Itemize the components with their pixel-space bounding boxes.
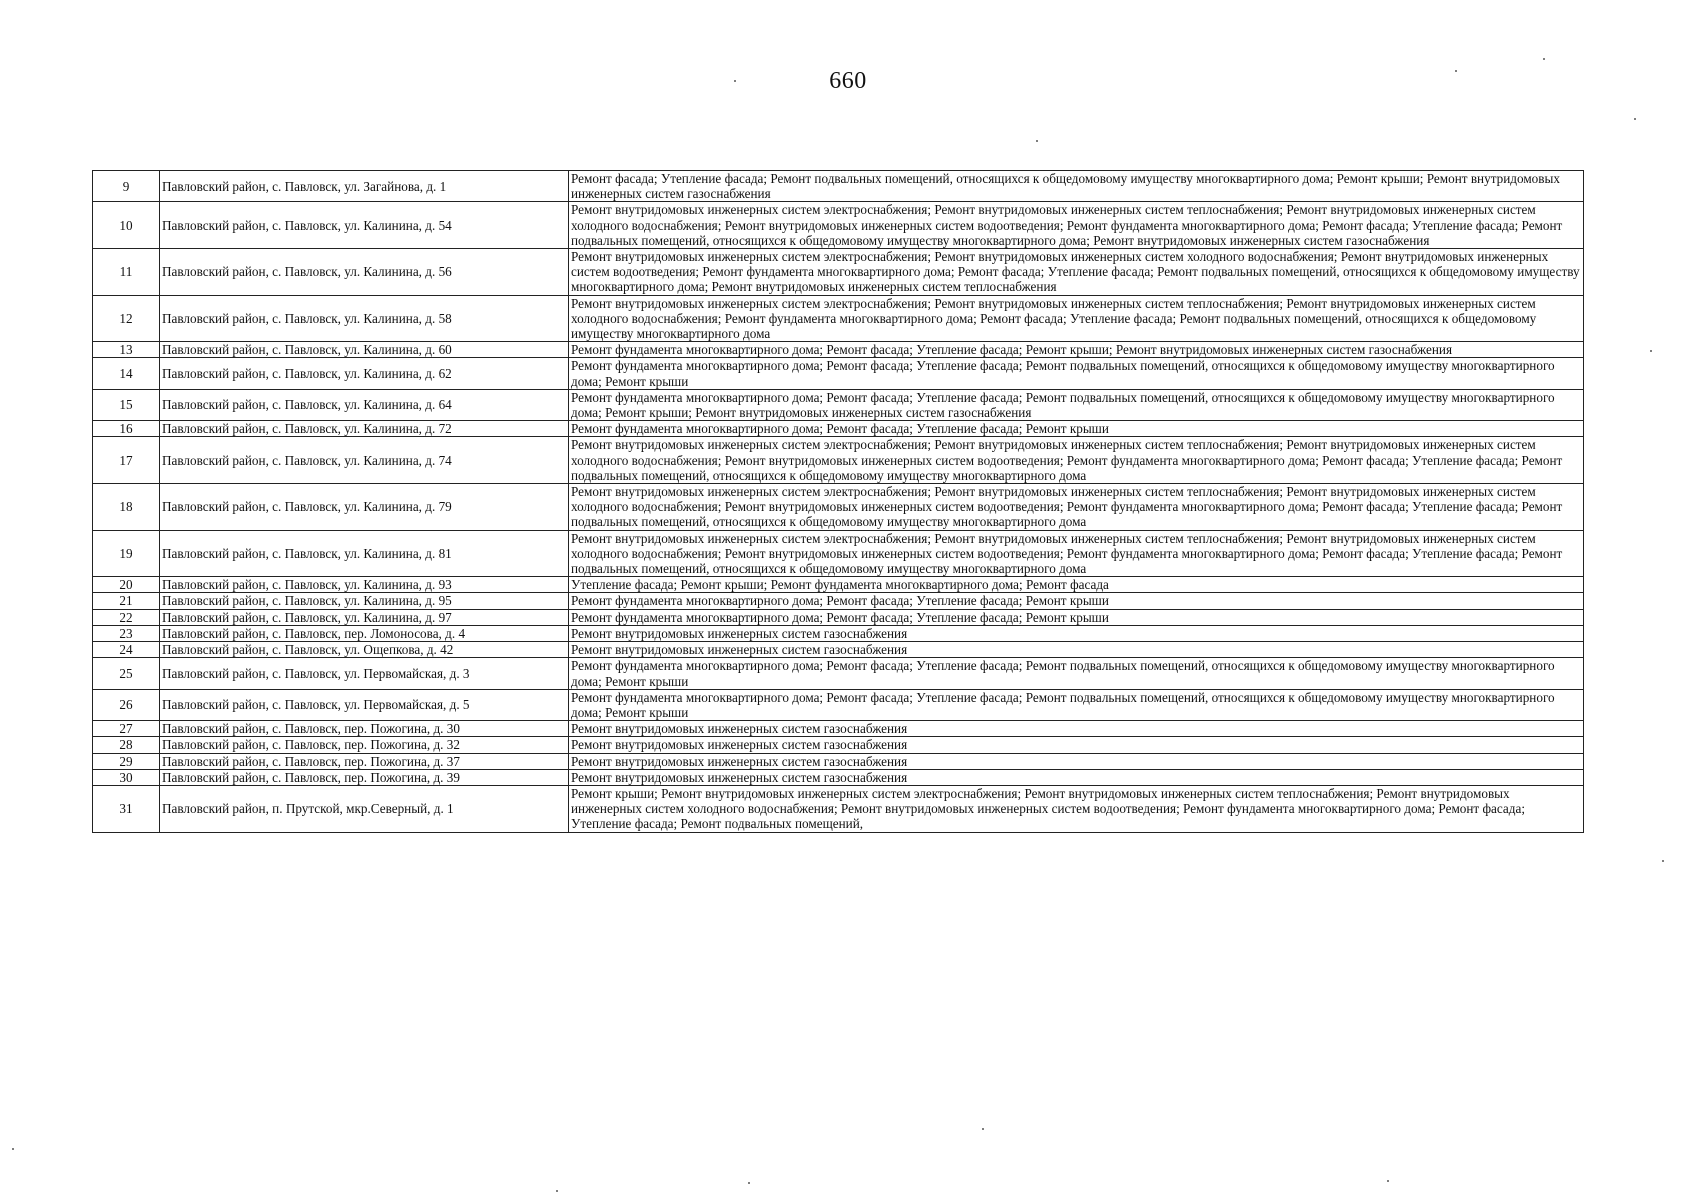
table-row	[93, 249, 1584, 296]
table-row	[93, 295, 1584, 342]
row-works: Ремонт внутридомовых инженерных систем газоснабжения	[569, 769, 1584, 785]
row-address: Павловский район, с. Павловск, ул. Калинина, д. 95	[160, 593, 569, 609]
row-address: Павловский район, с. Павловск, ул. Калинина, д. 56	[160, 249, 569, 296]
row-address: Павловский район, с. Павловск, ул. Калинина, д. 74	[160, 437, 569, 484]
row-address: Павловский район, с. Павловск, ул. Калинина, д. 62	[160, 358, 569, 389]
row-number: 12	[93, 295, 160, 342]
table-row	[93, 609, 1584, 625]
row-number: 13	[93, 342, 160, 358]
row-works: Ремонт фасада; Утепление фасада; Ремонт подвальных помещений, относящихся к общедомовому имуществу многоквартирного дома; Ремонт крыши; Ремонт внутридомовых инженерных систем газоснабжения	[569, 171, 1584, 202]
row-address: Павловский район, с. Павловск, пер. Ломоносова, д. 4	[160, 625, 569, 641]
row-works: Ремонт внутридомовых инженерных систем электроснабжения; Ремонт внутридомовых инженерных систем теплоснабжения; Ремонт внутридомовых инженерных систем холодного водоснабжения; Ремонт внутридомовых инженерных систем водоотведения; Ремонт фундамента многоквартирного дома; Ремонт фасада; Утепление фасада; Ремонт подвальных помещений, относящихся к общедомовому имуществу многоквартирного дома	[569, 437, 1584, 484]
row-address: Павловский район, с. Павловск, пер. Пожогина, д. 32	[160, 737, 569, 753]
row-number: 28	[93, 737, 160, 753]
table-row	[93, 625, 1584, 641]
table-row	[93, 342, 1584, 358]
table-row	[93, 593, 1584, 609]
table-row	[93, 530, 1584, 577]
table-row	[93, 737, 1584, 753]
scan-speck	[1634, 118, 1636, 120]
row-number: 22	[93, 609, 160, 625]
row-works: Ремонт фундамента многоквартирного дома; Ремонт фасада; Утепление фасада; Ремонт крыши	[569, 609, 1584, 625]
scan-speck	[748, 1182, 750, 1184]
row-address: Павловский район, п. Прутской, мкр.Северный, д. 1	[160, 785, 569, 832]
row-number: 30	[93, 769, 160, 785]
row-number: 11	[93, 249, 160, 296]
row-works: Ремонт внутридомовых инженерных систем газоснабжения	[569, 753, 1584, 769]
row-address: Павловский район, с. Павловск, пер. Пожогина, д. 37	[160, 753, 569, 769]
row-works: Ремонт внутридомовых инженерных систем электроснабжения; Ремонт внутридомовых инженерных систем холодного водоснабжения; Ремонт внутридомовых инженерных систем водоотведения; Ремонт фундамента многоквартирного дома; Ремонт фасада; Утепление фасада; Ремонт подвальных помещений, относящихся к общедомовому имуществу многоквартирного дома; Ремонт внутридомовых инженерных систем теплоснабжения	[569, 249, 1584, 296]
row-number: 10	[93, 202, 160, 249]
scan-speck	[1036, 140, 1038, 142]
row-works: Ремонт внутридомовых инженерных систем газоснабжения	[569, 737, 1584, 753]
row-works: Ремонт фундамента многоквартирного дома; Ремонт фасада; Утепление фасада; Ремонт подвальных помещений, относящихся к общедомовому имуществу многоквартирного дома; Ремонт крыши	[569, 658, 1584, 689]
scan-speck	[1662, 860, 1664, 862]
row-works: Ремонт крыши; Ремонт внутридомовых инженерных систем электроснабжения; Ремонт внутридомовых инженерных систем теплоснабжения; Ремонт внутридомовых инженерных систем холодного водоснабжения; Ремонт внутридомовых инженерных систем водоотведения; Ремонт фундамента многоквартирного дома; Ремонт фасада; Утепление фасада; Ремонт подвальных помещений,	[569, 785, 1584, 832]
row-address: Павловский район, с. Павловск, ул. Калинина, д. 79	[160, 484, 569, 531]
row-address: Павловский район, с. Павловск, ул. Калинина, д. 72	[160, 421, 569, 437]
row-number: 9	[93, 171, 160, 202]
row-number: 18	[93, 484, 160, 531]
row-address: Павловский район, с. Павловск, ул. Калинина, д. 64	[160, 389, 569, 420]
scan-speck	[556, 1190, 558, 1192]
row-address: Павловский район, с. Павловск, пер. Пожогина, д. 30	[160, 721, 569, 737]
row-number: 23	[93, 625, 160, 641]
table-row	[93, 421, 1584, 437]
row-works: Ремонт внутридомовых инженерных систем электроснабжения; Ремонт внутридомовых инженерных систем теплоснабжения; Ремонт внутридомовых инженерных систем холодного водоснабжения; Ремонт внутридомовых инженерных систем водоотведения; Ремонт фундамента многоквартирного дома; Ремонт фасада; Утепление фасада; Ремонт подвальных помещений, относящихся к общедомовому имуществу многоквартирного дома; Ремонт внутридомовых инженерных систем газоснабжения	[569, 202, 1584, 249]
scan-speck	[1387, 1180, 1389, 1182]
works-table-body	[93, 171, 1584, 833]
scan-speck	[982, 1128, 984, 1130]
row-address: Павловский район, с. Павловск, ул. Калинина, д. 60	[160, 342, 569, 358]
row-address: Павловский район, с. Павловск, ул. Первомайская, д. 3	[160, 658, 569, 689]
row-number: 25	[93, 658, 160, 689]
row-works: Ремонт внутридомовых инженерных систем газоснабжения	[569, 625, 1584, 641]
row-number: 27	[93, 721, 160, 737]
row-number: 31	[93, 785, 160, 832]
table-row	[93, 202, 1584, 249]
works-table	[92, 170, 1584, 833]
table-row	[93, 769, 1584, 785]
row-works: Ремонт внутридомовых инженерных систем газоснабжения	[569, 721, 1584, 737]
row-works: Ремонт фундамента многоквартирного дома; Ремонт фасада; Утепление фасада; Ремонт подвальных помещений, относящихся к общедомовому имуществу многоквартирного дома; Ремонт крыши	[569, 689, 1584, 720]
row-address: Павловский район, с. Павловск, ул. Калинина, д. 58	[160, 295, 569, 342]
row-works: Утепление фасада; Ремонт крыши; Ремонт фундамента многоквартирного дома; Ремонт фасада	[569, 577, 1584, 593]
table-row	[93, 642, 1584, 658]
table-row	[93, 437, 1584, 484]
row-works: Ремонт фундамента многоквартирного дома; Ремонт фасада; Утепление фасада; Ремонт крыши; Ремонт внутридомовых инженерных систем газоснабжения	[569, 342, 1584, 358]
scan-speck	[1455, 70, 1457, 72]
table-row	[93, 658, 1584, 689]
row-works: Ремонт внутридомовых инженерных систем электроснабжения; Ремонт внутридомовых инженерных систем теплоснабжения; Ремонт внутридомовых инженерных систем холодного водоснабжения; Ремонт фундамента многоквартирного дома; Ремонт фасада; Утепление фасада; Ремонт подвальных помещений, относящихся к общедомовому имуществу многоквартирного дома	[569, 295, 1584, 342]
row-number: 29	[93, 753, 160, 769]
row-number: 16	[93, 421, 160, 437]
row-address: Павловский район, с. Павловск, ул. Калинина, д. 97	[160, 609, 569, 625]
scan-speck	[1650, 350, 1652, 352]
table-row	[93, 389, 1584, 420]
page-number: 660	[829, 68, 867, 94]
row-works: Ремонт внутридомовых инженерных систем электроснабжения; Ремонт внутридомовых инженерных систем теплоснабжения; Ремонт внутридомовых инженерных систем холодного водоснабжения; Ремонт внутридомовых инженерных систем водоотведения; Ремонт фундамента многоквартирного дома; Ремонт фасада; Утепление фасада; Ремонт подвальных помещений, относящихся к общедомовому имуществу многоквартирного дома	[569, 484, 1584, 531]
row-works: Ремонт внутридомовых инженерных систем газоснабжения	[569, 642, 1584, 658]
row-number: 21	[93, 593, 160, 609]
row-works: Ремонт внутридомовых инженерных систем электроснабжения; Ремонт внутридомовых инженерных систем теплоснабжения; Ремонт внутридомовых инженерных систем холодного водоснабжения; Ремонт внутридомовых инженерных систем водоотведения; Ремонт фундамента многоквартирного дома; Ремонт фасада; Утепление фасада; Ремонт подвальных помещений, относящихся к общедомовому имуществу многоквартирного дома	[569, 530, 1584, 577]
scan-speck	[1543, 58, 1545, 60]
row-address: Павловский район, с. Павловск, пер. Пожогина, д. 39	[160, 769, 569, 785]
table-row	[93, 358, 1584, 389]
scan-speck	[734, 80, 736, 82]
row-number: 20	[93, 577, 160, 593]
row-address: Павловский район, с. Павловск, ул. Калинина, д. 81	[160, 530, 569, 577]
row-address: Павловский район, с. Павловск, ул. Калинина, д. 93	[160, 577, 569, 593]
table-row	[93, 577, 1584, 593]
row-works: Ремонт фундамента многоквартирного дома; Ремонт фасада; Утепление фасада; Ремонт подвальных помещений, относящихся к общедомовому имуществу многоквартирного дома; Ремонт крыши; Ремонт внутридомовых инженерных систем газоснабжения	[569, 389, 1584, 420]
table-row	[93, 721, 1584, 737]
row-number: 24	[93, 642, 160, 658]
row-address: Павловский район, с. Павловск, ул. Ощепкова, д. 42	[160, 642, 569, 658]
row-number: 26	[93, 689, 160, 720]
table-row	[93, 689, 1584, 720]
table-row	[93, 484, 1584, 531]
row-address: Павловский район, с. Павловск, ул. Калинина, д. 54	[160, 202, 569, 249]
row-number: 19	[93, 530, 160, 577]
row-works: Ремонт фундамента многоквартирного дома; Ремонт фасада; Утепление фасада; Ремонт крыши	[569, 593, 1584, 609]
row-number: 17	[93, 437, 160, 484]
table-row	[93, 753, 1584, 769]
scan-speck	[12, 1148, 14, 1150]
row-number: 15	[93, 389, 160, 420]
row-address: Павловский район, с. Павловск, ул. Первомайская, д. 5	[160, 689, 569, 720]
table-row	[93, 785, 1584, 832]
row-works: Ремонт фундамента многоквартирного дома; Ремонт фасада; Утепление фасада; Ремонт крыши	[569, 421, 1584, 437]
row-address: Павловский район, с. Павловск, ул. Загайнова, д. 1	[160, 171, 569, 202]
row-number: 14	[93, 358, 160, 389]
row-works: Ремонт фундамента многоквартирного дома; Ремонт фасада; Утепление фасада; Ремонт подвальных помещений, относящихся к общедомовому имуществу многоквартирного дома; Ремонт крыши	[569, 358, 1584, 389]
table-row	[93, 171, 1584, 202]
